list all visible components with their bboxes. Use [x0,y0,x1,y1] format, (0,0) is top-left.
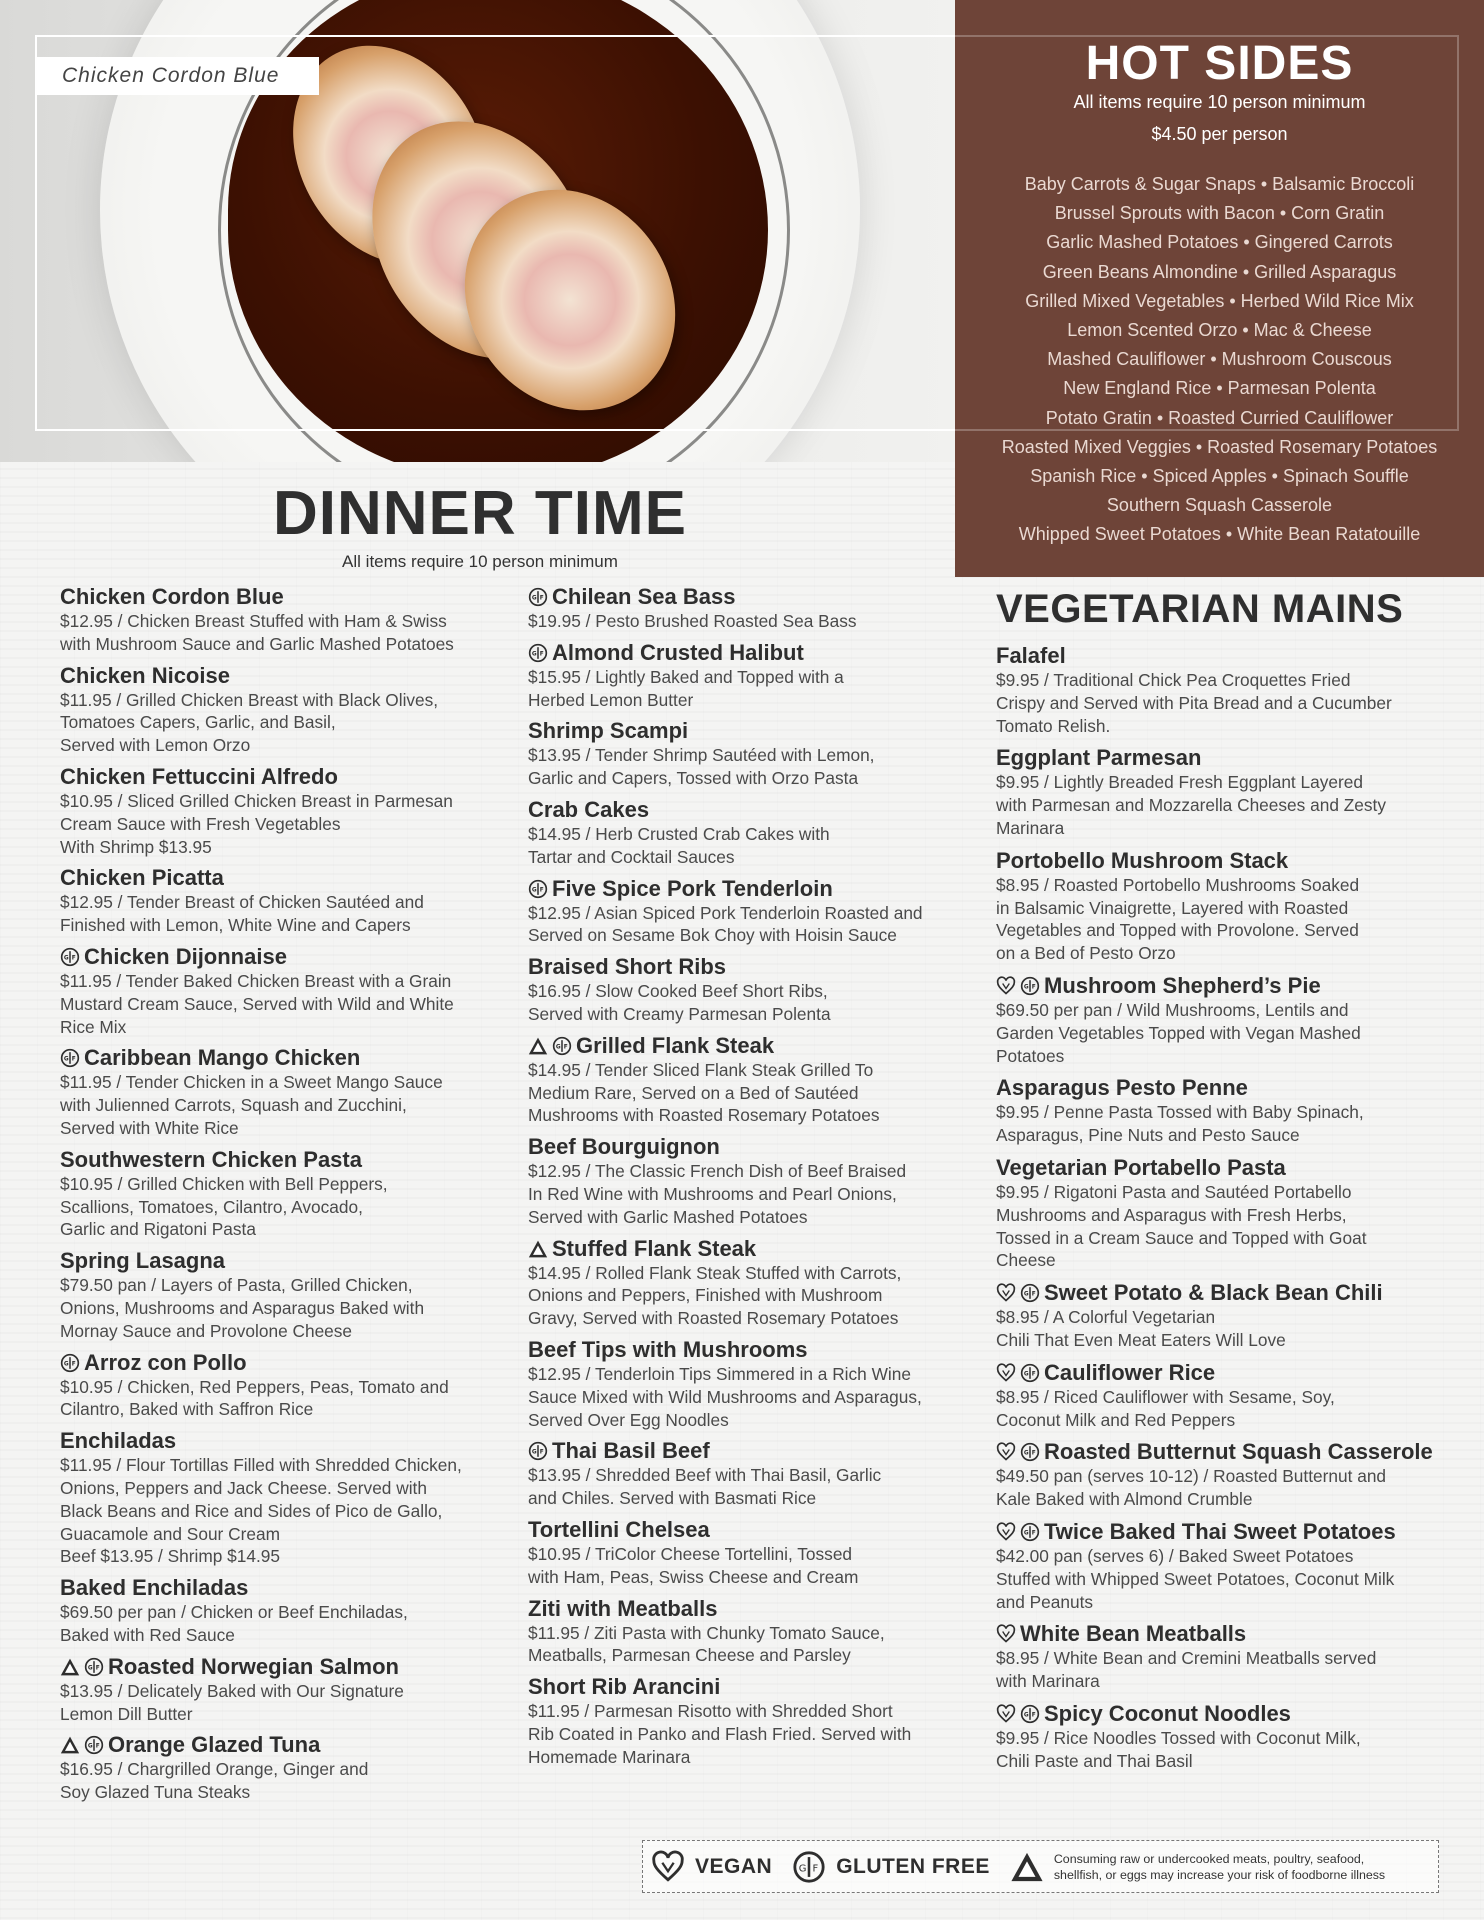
hero-photo [0,0,955,462]
menu-item-name: Enchiladas [60,1428,177,1454]
menu-item [60,1350,500,1422]
menu-item [528,640,968,712]
menu-item-name: Ziti with Meatballs [528,1595,718,1621]
menu-item [996,1155,1456,1272]
raw-food-warning: Consuming raw or undercooked meats, poultry, seafood, shellfish, or eggs may increase your risk of foodborne illness [1053,1851,1386,1882]
svg-text:F: F [539,1449,544,1456]
menu-item-title [528,1236,968,1262]
menu-item-title [996,1155,1456,1181]
menu-item-name: Vegetarian Portabello Pasta [996,1154,1286,1180]
menu-item-title [996,1360,1456,1386]
menu-item [528,1236,968,1330]
menu-item-title [60,1350,500,1376]
menu-item-description: $13.95 / Shredded Beef with Thai Basil, Garlic and Chiles. Served with Basmati Rice [528,1465,882,1509]
hot-side-line: Whipped Sweet Potatoes • White Bean Ratatouille [1018,524,1421,545]
menu-item-name: Roasted Butternut Squash Casserole [1044,1439,1433,1465]
menu-item [996,1621,1456,1693]
menu-item-description: $12.95 / The Classic French Dish of Beef Braised In Red Wine with Mushrooms and Pearl Onions, Served with Garlic Mashed Potatoes [528,1161,907,1227]
menu-item [528,718,968,790]
menu-item-title [528,1033,968,1059]
menu-item-description: $12.95 / Tender Breast of Chicken Sautéed and Finished with Lemon, White Wine and Capers [60,892,424,936]
menu-item-title [996,643,1456,669]
menu-item-description: $12.95 / Asian Spiced Pork Tenderloin Roasted and Served on Sesame Bok Choy with Hoisin Sauce [528,902,923,946]
menu-item [996,1519,1456,1613]
gluten-free-icon [528,643,548,663]
menu-item-title [60,944,500,970]
menu-item [60,663,500,757]
svg-text:G: G [555,1044,561,1051]
svg-text:F: F [539,887,544,894]
gluten-free-icon [552,1036,572,1056]
svg-text:F: F [95,1743,100,1750]
menu-item-name: Crab Cakes [528,796,650,822]
menu-item [528,1033,968,1127]
svg-text:F: F [563,1044,568,1051]
menu-item-name: Shrimp Scampi [528,718,689,744]
menu-item-title [60,865,500,891]
menu-item-title [996,745,1456,771]
menu-item-name: White Bean Meatballs [1020,1621,1247,1647]
menu-item [996,1075,1456,1147]
svg-text:F: F [1031,1450,1036,1457]
svg-text:F: F [71,1361,76,1368]
menu-item [528,1337,968,1431]
menu-item-name: Chicken Fettuccini Alfredo [60,763,338,789]
menu-item [996,1360,1456,1432]
menu-item-title [60,584,500,610]
menu-item-name: Southwestern Chicken Pasta [60,1146,362,1172]
svg-text:F: F [812,1862,819,1874]
vegan-heart-icon [996,1442,1016,1462]
menu-item-title [996,848,1456,874]
hot-sides-list [955,170,1484,550]
gluten-free-icon [60,1048,80,1068]
menu-item-title [60,1248,500,1274]
hot-side-line: Baby Carrots & Sugar Snaps • Balsamic Broccoli [1024,174,1415,194]
menu-item-description: $9.95 / Traditional Chick Pea Croquettes Fried Crispy and Served with Pita Bread and a Cucumber Tomato Relish. [996,670,1392,736]
menu-item-description: $69.50 per pan / Chicken or Beef Enchiladas, Baked with Red Sauce [60,1602,408,1645]
menu-item-name: Chilean Sea Bass [552,584,736,609]
hot-side-line: Green Beans Almondine • Grilled Asparagus [1042,261,1397,282]
menu-item-name: Roasted Norwegian Salmon [108,1653,399,1679]
menu-item [996,1701,1456,1773]
menu-item-name: Eggplant Parmesan [996,745,1202,771]
raw-warning-icon [1010,1850,1044,1884]
hot-sides-title: HOT SIDES [1085,37,1354,90]
menu-item-name: Caribbean Mango Chicken [84,1045,361,1071]
menu-item-name: Stuffed Flank Steak [552,1235,757,1261]
gluten-free-label: GLUTEN FREE [836,1854,990,1878]
hot-sides-panel [955,0,1484,577]
svg-text:G: G [63,1361,69,1368]
vegan-heart-icon [996,1704,1016,1724]
menu-item-name: Almond Crusted Halibut [552,639,804,665]
menu-item-description: $49.50 pan (serves 10-12) / Roasted Butternut and Kale Baked with Almond Crumble [996,1466,1387,1510]
menu-item-name: Baked Enchiladas [60,1575,249,1601]
menu-item-title [60,1654,500,1680]
menu-item-title [528,584,968,610]
menu-item-name: Tortellini Chelsea [528,1516,710,1542]
menu-item-name: Beef Bourguignon [528,1134,720,1160]
hot-side-line: New England Rice • Parmesan Polenta [1063,378,1376,399]
menu-item [60,1045,500,1139]
menu-item-description: $8.95 / Roasted Portobello Mushrooms Soaked in Balsamic Vinaigrette, Layered with Roasted Vegetables and Topped with Provolone. Served on a Bed of Pesto Orzo [996,874,1360,964]
menu-item [528,797,968,869]
menu-item-title [528,1674,968,1700]
menu-item [996,745,1456,839]
gluten-free-icon [528,879,548,899]
menu-item-description: $9.95 / Rice Noodles Tossed with Coconut Milk, Chili Paste and Thai Basil [996,1727,1361,1771]
menu-item [60,944,500,1038]
gluten-free-icon [60,947,80,967]
hot-side-line: Southern Squash Casserole [1106,495,1333,516]
menu-item-title [996,1519,1456,1545]
svg-text:G: G [1023,1712,1029,1719]
menu-item [60,865,500,937]
svg-text:F: F [1031,1530,1036,1537]
menu-item-name: Five Spice Pork Tenderloin [552,875,833,901]
svg-text:F: F [1031,1712,1036,1719]
menu-item-description: $14.95 / Herb Crusted Crab Cakes with Tartar and Cocktail Sauces [528,823,830,867]
hot-side-line: Roasted Mixed Veggies • Roasted Rosemary Potatoes [1001,436,1438,457]
menu-item-description: $11.95 / Grilled Chicken Breast with Black Olives, Tomatoes Capers, Garlic, and Basil, Served with Lemon Orzo [60,689,439,756]
raw-warning-icon [60,1735,80,1755]
raw-warning-icon [528,1239,548,1259]
menu-item [528,584,968,633]
menu-item-name: Cauliflower Rice [1044,1359,1216,1385]
menu-item-description: $79.50 pan / Layers of Pasta, Grilled Chicken, Onions, Mushrooms and Asparagus Baked with Mornay Sauce and Provolone Cheese [60,1275,425,1341]
menu-item-description: $14.95 / Tender Sliced Flank Steak Grilled To Medium Rare, Served on a Bed of Sautéed Mushrooms with Roasted Rosemary Potatoes [528,1059,880,1126]
menu-item [996,848,1456,965]
menu-item [60,1732,500,1804]
dinner-column-1 [60,584,500,1811]
menu-item-name: Chicken Nicoise [60,662,230,688]
menu-item-description: $12.95 / Chicken Breast Stuffed with Ham & Swiss with Mushroom Sauce and Garlic Mashed Potatoes [60,611,454,654]
menu-item-name: Beef Tips with Mushrooms [528,1336,808,1362]
menu-item [996,973,1456,1067]
menu-item-title [528,718,968,744]
menu-item-title [60,764,500,790]
menu-item [996,1280,1456,1352]
menu-item-name: Thai Basil Beef [552,1438,710,1464]
gluten-free-icon [528,1441,548,1461]
dinner-time-title: DINNER TIME [273,479,687,548]
menu-item-name: Grilled Flank Steak [576,1032,775,1058]
vegetarian-items [996,643,1456,1773]
menu-item-title [996,1701,1456,1727]
hot-side-line: Mashed Cauliflower • Mushroom Couscous [1047,349,1392,370]
gluten-free-icon [1020,1442,1040,1462]
gluten-free-icon [60,1353,80,1373]
menu-item-description: $8.95 / A Colorful Vegetarian Chili That Even Meat Eaters Will Love [996,1307,1286,1350]
svg-text:G: G [63,1056,69,1063]
menu-item-description: $9.95 / Rigatoni Pasta and Sautéed Portabello Mushrooms and Asparagus with Fresh Herbs, Tossed in a Cream Sauce and Topped with Goat Cheese [996,1181,1367,1271]
menu-item-name: Short Rib Arancini [528,1674,721,1700]
menu-item-name: Spring Lasagna [60,1248,226,1274]
menu-item-description: $16.95 / Chargrilled Orange, Ginger and Soy Glazed Tuna Steaks [60,1759,369,1803]
menu-item-name: Falafel [996,643,1066,668]
menu-item-name: Spicy Coconut Noodles [1044,1700,1291,1726]
menu-item-description: $10.95 / TriColor Cheese Tortellini, Tossed with Ham, Peas, Swiss Cheese and Cream [528,1543,859,1587]
gluten-free-icon [1020,976,1040,996]
vegan-heart-icon [996,1363,1016,1383]
menu-item-description: $12.95 / Tenderloin Tips Simmered in a Rich Wine Sauce Mixed with Wild Mushrooms and Asparagus, Served Over Egg Noodles [528,1363,922,1430]
menu-item [528,1438,968,1510]
svg-text:G: G [1023,1450,1029,1457]
menu-item-description: $11.95 / Tender Chicken in a Sweet Mango Sauce with Julienned Carrots, Squash and Zucchini, Served with White Rice [60,1072,443,1138]
menu-item-name: Portobello Mushroom Stack [996,847,1289,873]
svg-text:G: G [531,595,537,602]
svg-text:F: F [71,1056,76,1063]
menu-item-description: $8.95 / White Bean and Cremini Meatballs served with Marinara [996,1648,1377,1692]
menu-item-description: $10.95 / Chicken, Red Peppers, Peas, Tomato and Cilantro, Baked with Saffron Rice [60,1376,449,1420]
gluten-free-icon [792,1850,826,1884]
menu-item-name: Asparagus Pesto Penne [996,1075,1248,1101]
menu-item [996,1439,1456,1511]
vegetarian-mains-title: VEGETARIAN MAINS [996,587,1404,631]
svg-text:F: F [1031,1291,1036,1298]
svg-text:G: G [1023,1291,1029,1298]
photo-caption-text: Chicken Cordon Blue [62,64,280,87]
menu-item-description: $11.95 / Tender Baked Chicken Breast with a Grain Mustard Cream Sauce, Served with Wild and White Rice Mix [60,970,454,1037]
svg-text:G: G [531,651,537,658]
gluten-free-icon [84,1657,104,1677]
menu-item-title [60,663,500,689]
hot-side-line: Lemon Scented Orzo • Mac & Cheese [1067,320,1372,341]
menu-item [528,876,968,948]
menu-item-description: $11.95 / Flour Tortillas Filled with Shredded Chicken, Onions, Peppers and Jack Cheese. Served with Black Beans and Rice and Sides of Pico de Gallo, Guacamole and Sour Cream Beef $13.95 / Shrimp $14.95 [60,1455,462,1567]
vegan-heart-icon [996,1283,1016,1303]
hot-side-line: Garlic Mashed Potatoes • Gingered Carrots [1046,232,1393,253]
menu-item-name: Braised Short Ribs [528,954,727,980]
menu-item [60,764,500,858]
svg-text:F: F [1031,984,1036,991]
menu-item-title [528,640,968,666]
menu-item-description: $69.50 per pan / Wild Mushrooms, Lentils and Garden Vegetables Topped with Vegan Mashed Potatoes [996,999,1361,1066]
menu-item-description: $9.95 / Lightly Breaded Fresh Eggplant Layered with Parmesan and Mozzarella Cheeses and Zesty Marinara [996,772,1386,838]
menu-item-title [996,973,1456,999]
svg-text:G: G [531,1449,537,1456]
menu-item-description: $16.95 / Slow Cooked Beef Short Ribs, Served with Creamy Parmesan Polenta [528,981,831,1024]
hot-sides-price: $4.50 per person [1151,124,1288,144]
menu-item-title [528,954,968,980]
photo-caption [35,57,319,95]
raw-warning-icon [528,1036,548,1056]
dinner-column-2 [528,584,968,1776]
menu-item-title [528,797,968,823]
hot-side-line: Spanish Rice • Spiced Apples • Spinach Souffle [1030,466,1409,487]
menu-item-description: $13.95 / Delicately Baked with Our Signature Lemon Dill Butter [60,1680,404,1724]
gluten-free-icon [1020,1522,1040,1542]
svg-text:G: G [531,887,537,894]
legend [642,1840,1439,1893]
svg-text:F: F [1031,1371,1036,1378]
menu-item-title [528,1134,968,1160]
menu-item-description: $10.95 / Sliced Grilled Chicken Breast in Parmesan Cream Sauce with Fresh Vegetables With Shrimp $13.95 [60,790,453,857]
menu-item-title [60,1147,500,1173]
menu-item-description: $8.95 / Riced Cauliflower with Sesame, Soy, Coconut Milk and Red Peppers [996,1386,1335,1430]
menu-item [528,954,968,1026]
menu-item [528,1517,968,1589]
menu-item-title [528,1438,968,1464]
vegetarian-mains-column [996,587,1456,1781]
gluten-free-icon [528,587,548,607]
hot-sides-minimum: All items require 10 person minimum [1073,92,1366,112]
menu-item-title [60,1045,500,1071]
svg-text:F: F [71,955,76,962]
menu-item [60,584,500,656]
menu-item-description: $10.95 / Grilled Chicken with Bell Peppers, Scallions, Tomatoes, Cilantro, Avocado, Garlic and Rigatoni Pasta [60,1173,388,1240]
menu-item [60,1575,500,1647]
svg-text:F: F [539,651,544,658]
menu-item-description: $13.95 / Tender Shrimp Sautéed with Lemon, Garlic and Capers, Tossed with Orzo Pasta [528,745,875,789]
menu-item [60,1428,500,1568]
svg-text:G: G [1023,1371,1029,1378]
menu-item-title [528,1596,968,1622]
svg-text:F: F [539,595,544,602]
menu-item-description: $11.95 / Ziti Pasta with Chunky Tomato Sauce, Meatballs, Parmesan Cheese and Parsley [528,1622,885,1666]
menu-item-name: Arroz con Pollo [84,1349,247,1375]
svg-text:G: G [798,1862,807,1874]
svg-text:G: G [1023,1530,1029,1537]
menu-item-title [996,1621,1456,1647]
svg-text:G: G [63,955,69,962]
menu-item [60,1654,500,1726]
menu-item-description: $42.00 pan (serves 6) / Baked Sweet Potatoes Stuffed with Whipped Sweet Potatoes, Coconut Milk and Peanuts [996,1545,1395,1612]
menu-item [60,1248,500,1342]
menu-item-name: Twice Baked Thai Sweet Potatoes [1044,1518,1396,1544]
hot-side-line: Potato Gratin • Roasted Curried Cauliflower [1045,407,1394,428]
menu-item-name: Chicken Picatta [60,865,224,891]
svg-text:G: G [87,1743,93,1750]
menu-item-description: $14.95 / Rolled Flank Steak Stuffed with Carrots, Onions and Peppers, Finished with Mushroom Gravy, Served with Roasted Rosemary Potatoes [528,1262,902,1329]
menu-item-description: $11.95 / Parmesan Risotto with Shredded Short Rib Coated in Panko and Flash Fried. Served with Homemade Marinara [528,1701,912,1767]
vegan-heart-icon [996,1522,1016,1542]
menu-item [528,1134,968,1228]
hot-side-line: Grilled Mixed Vegetables • Herbed Wild Rice Mix [1025,290,1414,311]
menu-item-title [60,1732,500,1758]
menu-item-title [528,1517,968,1543]
svg-text:G: G [1023,984,1029,991]
menu-item-title [528,876,968,902]
menu-item-name: Mushroom Shepherd’s Pie [1044,972,1321,998]
menu-item-title [60,1575,500,1601]
gluten-free-icon [1020,1704,1040,1724]
gluten-free-icon [1020,1283,1040,1303]
menu-item-title [996,1439,1456,1465]
menu-item-description: $15.95 / Lightly Baked and Topped with a Herbed Lemon Butter [528,666,844,710]
dinner-time-subtitle: All items require 10 person minimum [342,552,618,571]
menu-item [528,1596,968,1668]
menu-item-title [60,1428,500,1454]
menu-item-title [996,1280,1456,1306]
gluten-free-icon [84,1735,104,1755]
svg-text:G: G [87,1665,93,1672]
hot-side-line: Brussel Sprouts with Bacon • Corn Gratin [1054,203,1385,224]
menu-item-name: Orange Glazed Tuna [108,1732,321,1758]
menu-item [60,1147,500,1241]
vegan-heart-icon [651,1850,685,1884]
gluten-free-icon [1020,1363,1040,1383]
menu-item-title [996,1075,1456,1101]
vegan-heart-icon [996,1624,1016,1644]
menu-item-name: Chicken Cordon Blue [60,584,284,609]
menu-item-name: Sweet Potato & Black Bean Chili [1044,1280,1383,1306]
menu-item [996,643,1456,737]
menu-item-description: $19.95 / Pesto Brushed Roasted Sea Bass [528,611,857,631]
menu-item-description: $9.95 / Penne Pasta Tossed with Baby Spinach, Asparagus, Pine Nuts and Pesto Sauce [996,1102,1364,1146]
raw-warning-icon [60,1657,80,1677]
vegan-heart-icon [996,976,1016,996]
vegan-label: VEGAN [695,1854,773,1878]
menu-item [528,1674,968,1768]
svg-text:F: F [95,1665,100,1672]
menu-item-name: Chicken Dijonnaise [84,943,287,969]
menu-item-title [528,1337,968,1363]
